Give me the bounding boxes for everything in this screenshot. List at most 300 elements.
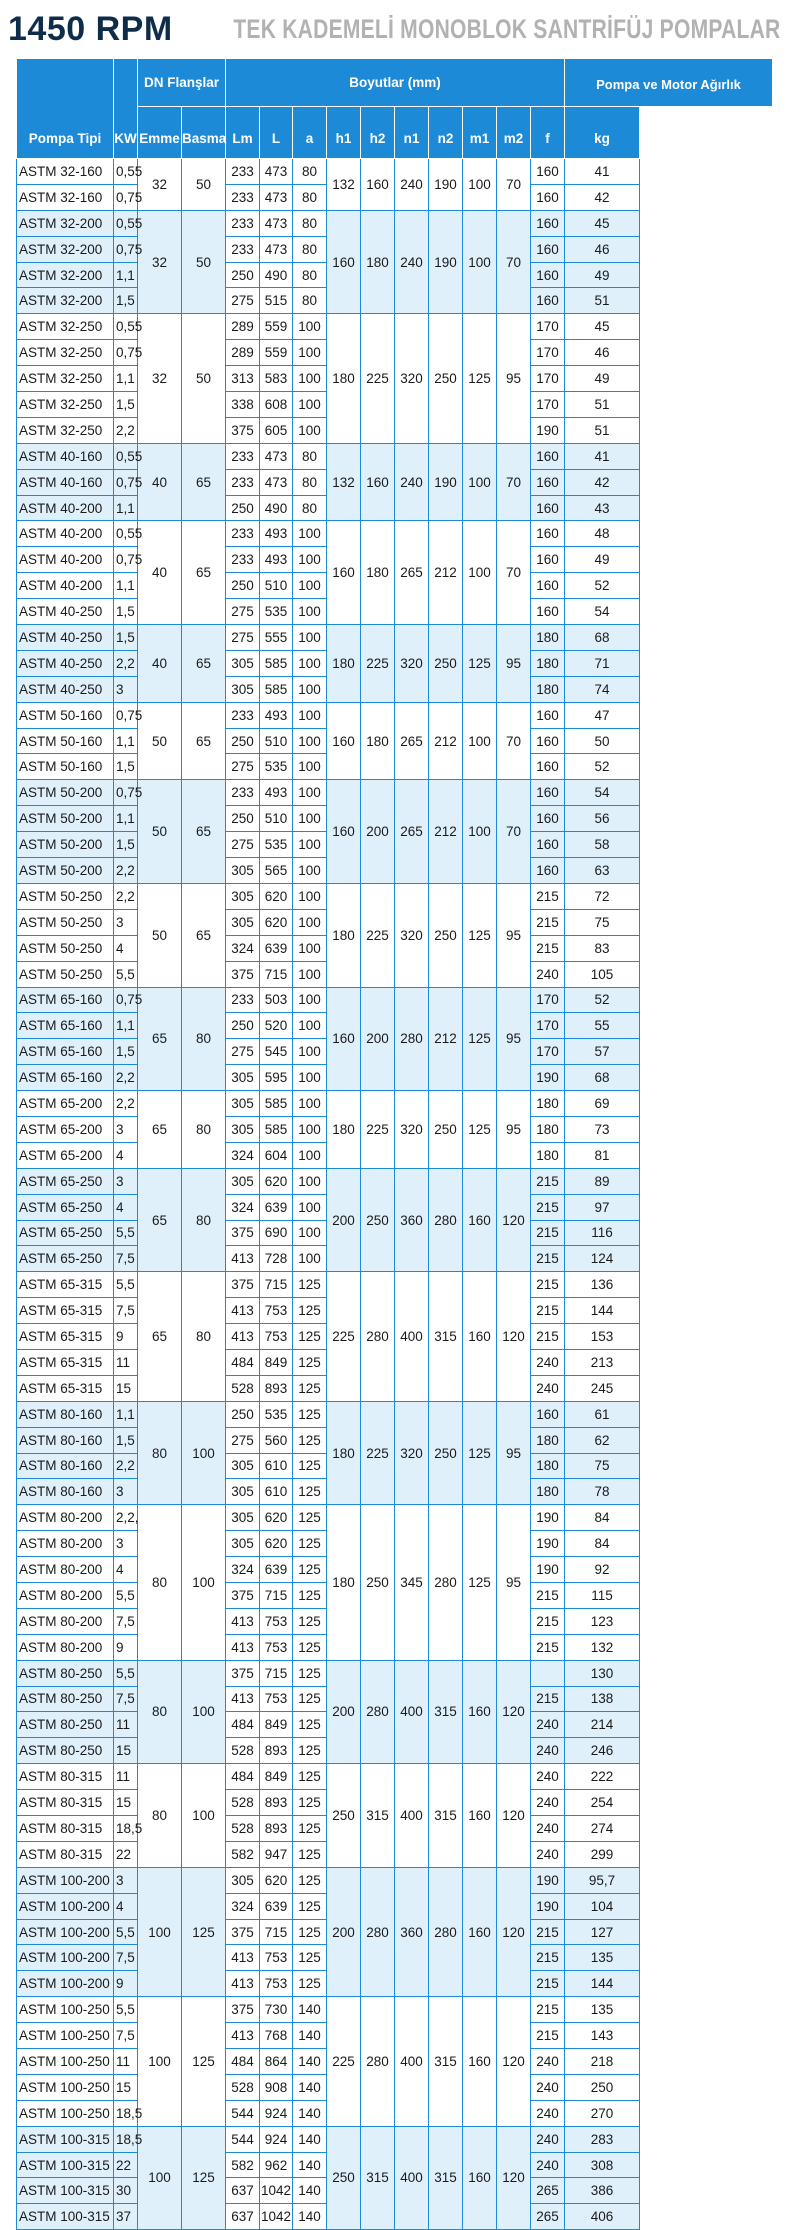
cell-pompa-tipi: ASTM 50-250 — [17, 883, 114, 909]
table-row — [17, 702, 773, 728]
cell-pompa-tipi: ASTM 50-250 — [17, 909, 114, 935]
col-pompa-ve-motor-agirlik: Pompa ve Motor Ağırlık — [565, 59, 773, 107]
cell-kw: 18,5 — [114, 2100, 138, 2126]
cell-pompa-tipi: ASTM 50-250 — [17, 961, 114, 987]
spec-table-body — [17, 159, 773, 2230]
cell-kg: 55 — [565, 1013, 640, 1039]
cell-m2: 120 — [497, 1764, 531, 1868]
cell-a: 125 — [293, 1349, 327, 1375]
cell-pompa-tipi: ASTM 40-160 — [17, 443, 114, 469]
cell-lm: 233 — [226, 236, 260, 262]
cell-n2: 315 — [429, 1272, 463, 1401]
cell-l: 639 — [260, 1194, 293, 1220]
cell-emme: 32 — [138, 314, 182, 443]
cell-f: 240 — [531, 1738, 565, 1764]
cell-emme: 40 — [138, 521, 182, 625]
cell-kg: 124 — [565, 1246, 640, 1272]
cell-a: 100 — [293, 883, 327, 909]
cell-m1: 125 — [463, 987, 497, 1091]
cell-a: 80 — [293, 469, 327, 495]
cell-pompa-tipi: ASTM 32-200 — [17, 288, 114, 314]
cell-basma: 80 — [182, 1168, 226, 1272]
cell-f: 215 — [531, 1324, 565, 1350]
cell-kw: 2,2 — [114, 883, 138, 909]
table-row — [17, 210, 773, 236]
cell-pompa-tipi: ASTM 65-250 — [17, 1220, 114, 1246]
cell-f — [531, 1660, 565, 1686]
cell-a: 100 — [293, 392, 327, 418]
cell-l: 605 — [260, 417, 293, 443]
cell-lm: 305 — [226, 1168, 260, 1194]
cell-lm: 305 — [226, 1531, 260, 1557]
cell-l: 559 — [260, 340, 293, 366]
cell-lm: 250 — [226, 262, 260, 288]
cell-l: 515 — [260, 288, 293, 314]
cell-m1: 160 — [463, 1272, 497, 1401]
cell-lm: 375 — [226, 1220, 260, 1246]
cell-kw: 9 — [114, 1971, 138, 1997]
cell-l: 715 — [260, 1272, 293, 1298]
cell-pompa-tipi: ASTM 100-315 — [17, 2178, 114, 2204]
cell-l: 753 — [260, 1945, 293, 1971]
cell-kg: 54 — [565, 780, 640, 806]
cell-kw: 1,1 — [114, 366, 138, 392]
cell-a: 125 — [293, 1634, 327, 1660]
cell-h1: 200 — [327, 1867, 361, 1996]
cell-pompa-tipi: ASTM 80-315 — [17, 1790, 114, 1816]
cell-l: 493 — [260, 521, 293, 547]
cell-l: 753 — [260, 1971, 293, 1997]
cell-a: 80 — [293, 210, 327, 236]
cell-lm: 305 — [226, 909, 260, 935]
table-row — [17, 521, 773, 547]
cell-lm: 413 — [226, 1298, 260, 1324]
cell-lm: 233 — [226, 547, 260, 573]
cell-pompa-tipi: ASTM 65-200 — [17, 1142, 114, 1168]
cell-kw: 0,75 — [114, 780, 138, 806]
cell-h1: 250 — [327, 1764, 361, 1868]
table-row — [17, 1505, 773, 1531]
cell-f: 190 — [531, 417, 565, 443]
cell-f: 160 — [531, 780, 565, 806]
cell-kg: 61 — [565, 1401, 640, 1427]
cell-n2: 315 — [429, 1764, 463, 1868]
cell-basma: 100 — [182, 1764, 226, 1868]
col-m1: m1 — [463, 107, 497, 159]
cell-lm: 233 — [226, 184, 260, 210]
cell-f: 190 — [531, 1893, 565, 1919]
cell-kw: 37 — [114, 2204, 138, 2230]
cell-pompa-tipi: ASTM 100-200 — [17, 1971, 114, 1997]
cell-pompa-tipi: ASTM 32-250 — [17, 314, 114, 340]
cell-l: 490 — [260, 495, 293, 521]
cell-a: 140 — [293, 2152, 327, 2178]
cell-kg: 52 — [565, 573, 640, 599]
cell-h2: 200 — [361, 987, 395, 1091]
cell-kw: 0,75 — [114, 184, 138, 210]
cell-kg: 81 — [565, 1142, 640, 1168]
cell-m2: 120 — [497, 1660, 531, 1764]
cell-pompa-tipi: ASTM 32-250 — [17, 366, 114, 392]
cell-lm: 528 — [226, 1375, 260, 1401]
cell-f: 160 — [531, 599, 565, 625]
cell-emme: 80 — [138, 1660, 182, 1764]
cell-lm: 305 — [226, 883, 260, 909]
cell-f: 170 — [531, 392, 565, 418]
cell-a: 80 — [293, 288, 327, 314]
cell-kw: 1,1 — [114, 573, 138, 599]
cell-f: 190 — [531, 1065, 565, 1091]
cell-f: 170 — [531, 366, 565, 392]
cell-kw: 15 — [114, 1738, 138, 1764]
cell-n1: 400 — [395, 1272, 429, 1401]
cell-a: 80 — [293, 443, 327, 469]
cell-m2: 95 — [497, 1401, 531, 1505]
cell-h2: 180 — [361, 521, 395, 625]
cell-h1: 180 — [327, 883, 361, 987]
cell-a: 100 — [293, 1246, 327, 1272]
cell-h1: 225 — [327, 1272, 361, 1401]
cell-f: 215 — [531, 2023, 565, 2049]
cell-f: 240 — [531, 1816, 565, 1842]
cell-lm: 250 — [226, 1013, 260, 1039]
cell-n1: 345 — [395, 1505, 429, 1660]
cell-pompa-tipi: ASTM 50-160 — [17, 702, 114, 728]
cell-f: 170 — [531, 314, 565, 340]
col-basma: Basma — [182, 107, 226, 159]
cell-pompa-tipi: ASTM 100-250 — [17, 2049, 114, 2075]
cell-l: 559 — [260, 314, 293, 340]
cell-a: 125 — [293, 1557, 327, 1583]
cell-basma: 50 — [182, 159, 226, 211]
cell-lm: 250 — [226, 1401, 260, 1427]
cell-kg: 62 — [565, 1427, 640, 1453]
cell-pompa-tipi: ASTM 65-250 — [17, 1246, 114, 1272]
cell-f: 240 — [531, 2152, 565, 2178]
cell-lm: 305 — [226, 1065, 260, 1091]
col-emme: Emme — [138, 107, 182, 159]
cell-kw: 11 — [114, 1764, 138, 1790]
cell-l: 510 — [260, 806, 293, 832]
cell-kg: 132 — [565, 1634, 640, 1660]
cell-a: 100 — [293, 1194, 327, 1220]
cell-kw: 11 — [114, 1349, 138, 1375]
cell-h1: 200 — [327, 1660, 361, 1764]
cell-a: 100 — [293, 702, 327, 728]
cell-kg: 51 — [565, 417, 640, 443]
cell-m2: 70 — [497, 210, 531, 314]
cell-pompa-tipi: ASTM 80-160 — [17, 1479, 114, 1505]
cell-f: 240 — [531, 2126, 565, 2152]
cell-kw: 0,75 — [114, 236, 138, 262]
cell-pompa-tipi: ASTM 80-315 — [17, 1764, 114, 1790]
cell-n1: 265 — [395, 780, 429, 884]
cell-l: 893 — [260, 1738, 293, 1764]
cell-pompa-tipi: ASTM 100-315 — [17, 2126, 114, 2152]
cell-pompa-tipi: ASTM 100-250 — [17, 1997, 114, 2023]
cell-lm: 250 — [226, 728, 260, 754]
cell-a: 140 — [293, 2178, 327, 2204]
cell-f: 240 — [531, 2049, 565, 2075]
cell-m1: 160 — [463, 1997, 497, 2126]
cell-kg: 386 — [565, 2178, 640, 2204]
cell-a: 140 — [293, 2100, 327, 2126]
cell-l: 473 — [260, 210, 293, 236]
cell-h2: 225 — [361, 883, 395, 987]
cell-lm: 484 — [226, 1712, 260, 1738]
cell-n2: 250 — [429, 625, 463, 703]
cell-a: 125 — [293, 1427, 327, 1453]
cell-n2: 212 — [429, 702, 463, 780]
cell-f: 180 — [531, 1453, 565, 1479]
cell-l: 493 — [260, 702, 293, 728]
cell-l: 849 — [260, 1764, 293, 1790]
cell-kg: 274 — [565, 1816, 640, 1842]
cell-f: 160 — [531, 521, 565, 547]
cell-lm: 544 — [226, 2100, 260, 2126]
cell-kw: 0,75 — [114, 547, 138, 573]
cell-l: 595 — [260, 1065, 293, 1091]
cell-m2: 120 — [497, 1997, 531, 2126]
cell-l: 1042 — [260, 2178, 293, 2204]
cell-kw: 2,2 — [114, 1065, 138, 1091]
cell-kw: 2,2 — [114, 417, 138, 443]
cell-lm: 289 — [226, 340, 260, 366]
cell-lm: 528 — [226, 1738, 260, 1764]
cell-l: 753 — [260, 1686, 293, 1712]
cell-l: 490 — [260, 262, 293, 288]
cell-pompa-tipi: ASTM 100-315 — [17, 2152, 114, 2178]
cell-kw: 1,1 — [114, 806, 138, 832]
cell-l: 493 — [260, 547, 293, 573]
cell-a: 100 — [293, 1013, 327, 1039]
cell-n1: 265 — [395, 521, 429, 625]
cell-f: 160 — [531, 443, 565, 469]
cell-basma: 100 — [182, 1660, 226, 1764]
cell-l: 864 — [260, 2049, 293, 2075]
cell-kg: 222 — [565, 1764, 640, 1790]
cell-a: 125 — [293, 1272, 327, 1298]
cell-lm: 413 — [226, 2023, 260, 2049]
cell-f: 190 — [531, 1557, 565, 1583]
cell-kw: 3 — [114, 1116, 138, 1142]
cell-h2: 250 — [361, 1168, 395, 1272]
cell-n2: 250 — [429, 1091, 463, 1169]
cell-pompa-tipi: ASTM 80-200 — [17, 1582, 114, 1608]
cell-f: 160 — [531, 832, 565, 858]
cell-kg: 283 — [565, 2126, 640, 2152]
cell-a: 125 — [293, 1893, 327, 1919]
cell-h2: 225 — [361, 1401, 395, 1505]
cell-kg: 89 — [565, 1168, 640, 1194]
cell-f: 240 — [531, 2100, 565, 2126]
cell-a: 125 — [293, 1841, 327, 1867]
cell-f: 215 — [531, 935, 565, 961]
table-row — [17, 1764, 773, 1790]
cell-kw: 0,75 — [114, 469, 138, 495]
cell-l: 728 — [260, 1246, 293, 1272]
cell-n1: 320 — [395, 314, 429, 443]
cell-n1: 400 — [395, 1660, 429, 1764]
cell-m1: 160 — [463, 1660, 497, 1764]
cell-lm: 375 — [226, 961, 260, 987]
cell-lm: 637 — [226, 2204, 260, 2230]
cell-f: 160 — [531, 159, 565, 185]
cell-l: 1042 — [260, 2204, 293, 2230]
cell-f: 215 — [531, 1608, 565, 1634]
cell-l: 908 — [260, 2074, 293, 2100]
cell-lm: 305 — [226, 1479, 260, 1505]
cell-kg: 56 — [565, 806, 640, 832]
cell-pompa-tipi: ASTM 80-250 — [17, 1660, 114, 1686]
cell-pompa-tipi: ASTM 32-250 — [17, 417, 114, 443]
cell-n1: 360 — [395, 1168, 429, 1272]
cell-l: 715 — [260, 1582, 293, 1608]
cell-kw: 7,5 — [114, 1298, 138, 1324]
cell-m2: 95 — [497, 883, 531, 987]
cell-kg: 45 — [565, 314, 640, 340]
table-row — [17, 987, 773, 1013]
col-l: L — [260, 107, 293, 159]
cell-basma: 80 — [182, 987, 226, 1091]
cell-pompa-tipi: ASTM 80-200 — [17, 1505, 114, 1531]
cell-kg: 115 — [565, 1582, 640, 1608]
cell-n2: 250 — [429, 883, 463, 987]
cell-l: 510 — [260, 728, 293, 754]
catalog-subtitle: TEK KADEMELİ MONOBLOK SANTRİFÜJ POMPALAR — [232, 14, 780, 44]
cell-n2: 250 — [429, 314, 463, 443]
cell-n2: 212 — [429, 780, 463, 884]
col-n2: n2 — [429, 107, 463, 159]
cell-l: 520 — [260, 1013, 293, 1039]
cell-lm: 305 — [226, 858, 260, 884]
cell-a: 100 — [293, 650, 327, 676]
cell-kw: 15 — [114, 1375, 138, 1401]
cell-kw: 0,55 — [114, 314, 138, 340]
cell-kg: 46 — [565, 236, 640, 262]
cell-l: 555 — [260, 625, 293, 651]
cell-lm: 275 — [226, 832, 260, 858]
cell-h2: 225 — [361, 314, 395, 443]
cell-f: 180 — [531, 1116, 565, 1142]
cell-a: 100 — [293, 1142, 327, 1168]
cell-l: 924 — [260, 2100, 293, 2126]
cell-kg: 49 — [565, 547, 640, 573]
cell-n2: 190 — [429, 443, 463, 521]
cell-h2: 315 — [361, 1764, 395, 1868]
cell-pompa-tipi: ASTM 80-200 — [17, 1608, 114, 1634]
cell-pompa-tipi: ASTM 80-160 — [17, 1401, 114, 1427]
cell-h1: 180 — [327, 1505, 361, 1660]
cell-kw: 0,55 — [114, 521, 138, 547]
cell-basma: 80 — [182, 1272, 226, 1401]
cell-h2: 180 — [361, 702, 395, 780]
cell-lm: 637 — [226, 2178, 260, 2204]
cell-n1: 400 — [395, 2126, 429, 2230]
cell-lm: 305 — [226, 1505, 260, 1531]
cell-f: 180 — [531, 650, 565, 676]
cell-a: 100 — [293, 1220, 327, 1246]
cell-f: 160 — [531, 262, 565, 288]
cell-m1: 160 — [463, 1764, 497, 1868]
cell-kw: 30 — [114, 2178, 138, 2204]
cell-kg: 49 — [565, 366, 640, 392]
cell-pompa-tipi: ASTM 80-315 — [17, 1816, 114, 1842]
cell-n2: 212 — [429, 987, 463, 1091]
cell-h1: 200 — [327, 1168, 361, 1272]
cell-h2: 160 — [361, 159, 395, 211]
cell-pompa-tipi: ASTM 32-250 — [17, 392, 114, 418]
cell-l: 753 — [260, 1324, 293, 1350]
cell-f: 180 — [531, 1091, 565, 1117]
cell-f: 215 — [531, 1971, 565, 1997]
cell-h2: 280 — [361, 1660, 395, 1764]
cell-lm: 313 — [226, 366, 260, 392]
cell-a: 80 — [293, 159, 327, 185]
cell-kw: 11 — [114, 1712, 138, 1738]
cell-m1: 125 — [463, 1091, 497, 1169]
cell-f: 190 — [531, 1531, 565, 1557]
table-row — [17, 1997, 773, 2023]
col-dn-flanslar: DN Flanşlar — [138, 59, 226, 107]
cell-h1: 160 — [327, 521, 361, 625]
cell-n1: 320 — [395, 1401, 429, 1505]
cell-kw: 2,2 — [114, 1091, 138, 1117]
cell-kw: 5,5 — [114, 1919, 138, 1945]
cell-lm: 413 — [226, 1686, 260, 1712]
cell-l: 893 — [260, 1790, 293, 1816]
cell-kw: 3 — [114, 676, 138, 702]
cell-kw: 1,5 — [114, 599, 138, 625]
cell-kg: 250 — [565, 2074, 640, 2100]
cell-h1: 132 — [327, 159, 361, 211]
cell-f: 160 — [531, 288, 565, 314]
cell-pompa-tipi: ASTM 32-160 — [17, 184, 114, 210]
cell-f: 160 — [531, 702, 565, 728]
cell-kw: 2,2, — [114, 1505, 138, 1531]
cell-kg: 270 — [565, 2100, 640, 2126]
cell-a: 125 — [293, 1401, 327, 1427]
cell-f: 215 — [531, 1220, 565, 1246]
table-row — [17, 443, 773, 469]
cell-a: 100 — [293, 573, 327, 599]
cell-f: 215 — [531, 1919, 565, 1945]
cell-l: 715 — [260, 1660, 293, 1686]
cell-lm: 250 — [226, 806, 260, 832]
cell-lm: 413 — [226, 1634, 260, 1660]
cell-lm: 544 — [226, 2126, 260, 2152]
cell-m2: 70 — [497, 521, 531, 625]
cell-lm: 484 — [226, 1349, 260, 1375]
cell-lm: 275 — [226, 1427, 260, 1453]
cell-lm: 233 — [226, 780, 260, 806]
cell-kw: 5,5 — [114, 1272, 138, 1298]
cell-kg: 136 — [565, 1272, 640, 1298]
cell-emme: 65 — [138, 987, 182, 1091]
table-row — [17, 159, 773, 185]
cell-pompa-tipi: ASTM 50-200 — [17, 858, 114, 884]
cell-kg: 69 — [565, 1091, 640, 1117]
cell-kw: 0,75 — [114, 702, 138, 728]
cell-kw: 4 — [114, 1557, 138, 1583]
cell-lm: 484 — [226, 1764, 260, 1790]
cell-lm: 250 — [226, 495, 260, 521]
cell-l: 690 — [260, 1220, 293, 1246]
cell-m2: 70 — [497, 443, 531, 521]
cell-a: 125 — [293, 1453, 327, 1479]
cell-emme: 65 — [138, 1091, 182, 1169]
cell-kw: 11 — [114, 2049, 138, 2075]
